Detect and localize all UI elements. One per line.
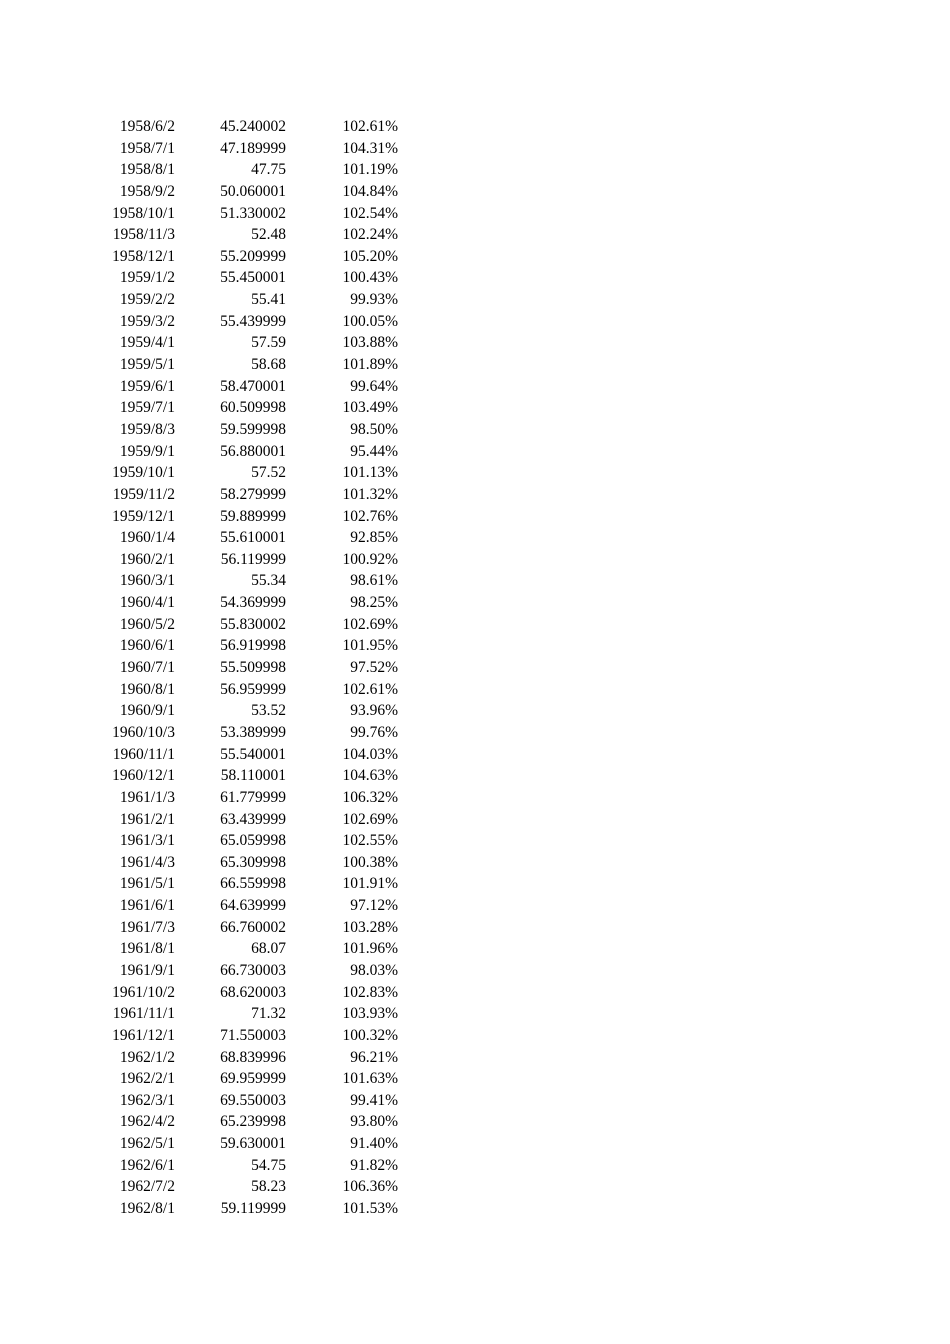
value-cell: 47.189999	[220, 139, 286, 157]
value-cell: 58.68	[251, 356, 286, 374]
change-cell: 101.96%	[342, 940, 398, 958]
change-cell: 93.80%	[350, 1113, 398, 1131]
date-cell: 1958/12/1	[112, 247, 175, 265]
date-cell: 1959/5/1	[119, 356, 175, 374]
date-cell: 1959/1/2	[119, 269, 175, 287]
table-row	[0, 267, 950, 289]
value-cell: 66.730003	[220, 961, 286, 979]
change-cell: 97.12%	[350, 897, 398, 915]
date-cell: 1960/1/4	[119, 529, 175, 547]
table-row	[0, 246, 950, 268]
table-row	[0, 1111, 950, 1133]
value-cell: 61.779999	[220, 788, 286, 806]
date-cell: 1958/9/2	[119, 182, 175, 200]
change-cell: 99.93%	[350, 291, 398, 309]
change-cell: 104.84%	[342, 182, 398, 200]
value-cell: 55.610001	[220, 529, 286, 547]
table-row	[0, 895, 950, 917]
value-cell: 55.41	[251, 291, 286, 309]
value-cell: 71.32	[251, 1005, 286, 1023]
table-row	[0, 419, 950, 441]
date-cell: 1960/10/3	[112, 723, 175, 741]
value-cell: 63.439999	[220, 810, 286, 828]
date-cell: 1960/4/1	[119, 594, 175, 612]
change-cell: 96.21%	[350, 1048, 398, 1066]
change-cell: 106.36%	[342, 1178, 398, 1196]
value-cell: 66.760002	[220, 918, 286, 936]
value-cell: 58.279999	[220, 485, 286, 503]
value-cell: 55.540001	[220, 745, 286, 763]
change-cell: 102.69%	[342, 615, 398, 633]
table-row	[0, 852, 950, 874]
date-cell: 1962/8/1	[119, 1200, 175, 1218]
date-cell: 1959/8/3	[119, 420, 175, 438]
date-cell: 1961/6/1	[119, 897, 175, 915]
value-cell: 68.07	[251, 940, 286, 958]
date-cell: 1961/8/1	[119, 940, 175, 958]
date-cell: 1959/10/1	[112, 464, 175, 482]
table-row	[0, 960, 950, 982]
table-row	[0, 549, 950, 571]
value-cell: 53.52	[251, 702, 286, 720]
date-cell: 1961/11/1	[112, 1005, 175, 1023]
table-row	[0, 1047, 950, 1069]
table-row	[0, 1176, 950, 1198]
value-cell: 55.439999	[220, 312, 286, 330]
date-cell: 1962/7/2	[119, 1178, 175, 1196]
date-cell: 1962/2/1	[119, 1070, 175, 1088]
date-cell: 1958/6/2	[119, 118, 175, 135]
date-cell: 1959/4/1	[119, 334, 175, 352]
change-cell: 101.53%	[342, 1200, 398, 1218]
change-cell: 103.93%	[342, 1005, 398, 1023]
table-row	[0, 809, 950, 831]
change-cell: 99.41%	[350, 1091, 398, 1109]
date-cell: 1958/8/1	[119, 161, 175, 179]
date-cell: 1961/10/2	[112, 983, 175, 1001]
table-row	[0, 787, 950, 809]
date-cell: 1961/1/3	[119, 788, 175, 806]
table-row	[0, 527, 950, 549]
value-cell: 55.209999	[220, 247, 286, 265]
table-row	[0, 873, 950, 895]
table-row	[0, 203, 950, 225]
date-cell: 1962/5/1	[119, 1135, 175, 1153]
change-cell: 93.96%	[350, 702, 398, 720]
date-cell: 1962/4/2	[119, 1113, 175, 1131]
date-cell: 1959/6/1	[119, 377, 175, 395]
value-cell: 59.889999	[220, 507, 286, 525]
value-cell: 57.59	[251, 334, 286, 352]
change-cell: 99.64%	[350, 377, 398, 395]
value-cell: 59.599998	[220, 420, 286, 438]
change-cell: 91.40%	[350, 1135, 398, 1153]
table-row	[0, 441, 950, 463]
change-cell: 102.61%	[342, 118, 398, 135]
table-row	[0, 614, 950, 636]
change-cell: 103.49%	[342, 399, 398, 417]
date-cell: 1962/1/2	[119, 1048, 175, 1066]
change-cell: 101.19%	[342, 161, 398, 179]
table-row	[0, 765, 950, 787]
date-cell: 1958/11/3	[112, 226, 175, 244]
date-cell: 1960/12/1	[112, 767, 175, 785]
value-cell: 54.75	[251, 1156, 286, 1174]
table-row	[0, 657, 950, 679]
date-cell: 1959/9/1	[119, 442, 175, 460]
change-cell: 102.83%	[342, 983, 398, 1001]
value-cell: 58.110001	[220, 767, 286, 785]
value-cell: 68.620003	[220, 983, 286, 1001]
change-cell: 104.31%	[342, 139, 398, 157]
date-cell: 1961/3/1	[119, 832, 175, 850]
change-cell: 102.69%	[342, 810, 398, 828]
table-row	[0, 138, 950, 160]
value-cell: 57.52	[251, 464, 286, 482]
change-cell: 104.63%	[342, 767, 398, 785]
table-row	[0, 159, 950, 181]
table-row	[0, 679, 950, 701]
value-cell: 59.630001	[220, 1135, 286, 1153]
value-cell: 69.550003	[220, 1091, 286, 1109]
value-cell: 53.389999	[220, 723, 286, 741]
value-cell: 64.639999	[220, 897, 286, 915]
value-cell: 65.309998	[220, 853, 286, 871]
value-cell: 45.240002	[220, 118, 286, 135]
value-cell: 56.119999	[220, 550, 286, 568]
change-cell: 98.61%	[350, 572, 398, 590]
change-cell: 101.63%	[342, 1070, 398, 1088]
table-row	[0, 224, 950, 246]
table-row	[0, 700, 950, 722]
value-cell: 56.880001	[220, 442, 286, 460]
change-cell: 101.32%	[342, 485, 398, 503]
value-cell: 65.059998	[220, 832, 286, 850]
change-cell: 91.82%	[350, 1156, 398, 1174]
date-cell: 1961/4/3	[119, 853, 175, 871]
change-cell: 92.85%	[350, 529, 398, 547]
date-cell: 1962/6/1	[119, 1156, 175, 1174]
date-cell: 1959/11/2	[112, 485, 175, 503]
value-cell: 50.060001	[220, 182, 286, 200]
date-cell: 1961/2/1	[119, 810, 175, 828]
date-cell: 1961/9/1	[119, 961, 175, 979]
table-row	[0, 354, 950, 376]
date-cell: 1961/12/1	[112, 1026, 175, 1044]
table-row	[0, 592, 950, 614]
change-cell: 98.50%	[350, 420, 398, 438]
table-row	[0, 116, 950, 138]
date-cell: 1958/10/1	[112, 204, 175, 222]
table-row	[0, 289, 950, 311]
change-cell: 101.95%	[342, 637, 398, 655]
date-cell: 1962/3/1	[119, 1091, 175, 1109]
change-cell: 97.52%	[350, 659, 398, 677]
value-cell: 55.830002	[220, 615, 286, 633]
value-cell: 47.75	[251, 161, 286, 179]
table-row	[0, 1068, 950, 1090]
date-cell: 1960/3/1	[119, 572, 175, 590]
change-cell: 100.38%	[342, 853, 398, 871]
table-row	[0, 570, 950, 592]
value-cell: 65.239998	[220, 1113, 286, 1131]
value-cell: 71.550003	[220, 1026, 286, 1044]
date-cell: 1960/2/1	[119, 550, 175, 568]
change-cell: 98.25%	[350, 594, 398, 612]
change-cell: 95.44%	[350, 442, 398, 460]
table-row	[0, 744, 950, 766]
value-cell: 58.470001	[220, 377, 286, 395]
table-row	[0, 181, 950, 203]
change-cell: 103.88%	[342, 334, 398, 352]
date-cell: 1961/5/1	[119, 875, 175, 893]
change-cell: 100.92%	[342, 550, 398, 568]
table-row	[0, 376, 950, 398]
change-cell: 103.28%	[342, 918, 398, 936]
value-cell: 58.23	[251, 1178, 286, 1196]
change-cell: 104.03%	[342, 745, 398, 763]
table-row	[0, 635, 950, 657]
change-cell: 102.54%	[342, 204, 398, 222]
change-cell: 100.05%	[342, 312, 398, 330]
change-cell: 102.24%	[342, 226, 398, 244]
change-cell: 102.55%	[342, 832, 398, 850]
table-row	[0, 506, 950, 528]
value-cell: 56.959999	[220, 680, 286, 698]
table-row	[0, 1155, 950, 1177]
change-cell: 100.43%	[342, 269, 398, 287]
date-cell: 1958/7/1	[119, 139, 175, 157]
value-cell: 68.839996	[220, 1048, 286, 1066]
value-cell: 52.48	[251, 226, 286, 244]
change-cell: 99.76%	[350, 723, 398, 741]
data-table	[0, 116, 950, 1220]
change-cell: 105.20%	[342, 247, 398, 265]
date-cell: 1960/11/1	[112, 745, 175, 763]
table-row	[0, 830, 950, 852]
value-cell: 55.509998	[220, 659, 286, 677]
table-row	[0, 1133, 950, 1155]
change-cell: 101.91%	[342, 875, 398, 893]
value-cell: 54.369999	[220, 594, 286, 612]
value-cell: 59.119999	[220, 1200, 286, 1218]
change-cell: 98.03%	[350, 961, 398, 979]
table-row	[0, 938, 950, 960]
change-cell: 101.13%	[342, 464, 398, 482]
table-row	[0, 1025, 950, 1047]
table-row	[0, 311, 950, 333]
value-cell: 55.34	[251, 572, 286, 590]
date-cell: 1960/8/1	[119, 680, 175, 698]
date-cell: 1960/7/1	[119, 659, 175, 677]
table-row	[0, 1003, 950, 1025]
date-cell: 1960/6/1	[119, 637, 175, 655]
table-row	[0, 484, 950, 506]
date-cell: 1959/12/1	[112, 507, 175, 525]
value-cell: 55.450001	[220, 269, 286, 287]
value-cell: 69.959999	[220, 1070, 286, 1088]
change-cell: 102.61%	[342, 680, 398, 698]
date-cell: 1961/7/3	[119, 918, 175, 936]
value-cell: 66.559998	[220, 875, 286, 893]
value-cell: 51.330002	[220, 204, 286, 222]
date-cell: 1959/2/2	[119, 291, 175, 309]
change-cell: 100.32%	[342, 1026, 398, 1044]
date-cell: 1960/5/2	[119, 615, 175, 633]
value-cell: 56.919998	[220, 637, 286, 655]
value-cell: 60.509998	[220, 399, 286, 417]
date-cell: 1959/7/1	[119, 399, 175, 417]
table-row	[0, 722, 950, 744]
table-row	[0, 332, 950, 354]
table-row	[0, 917, 950, 939]
change-cell: 101.89%	[342, 356, 398, 374]
table-row	[0, 462, 950, 484]
table-row	[0, 397, 950, 419]
table-row	[0, 982, 950, 1004]
date-cell: 1959/3/2	[119, 312, 175, 330]
table-row	[0, 1090, 950, 1112]
date-cell: 1960/9/1	[119, 702, 175, 720]
change-cell: 102.76%	[342, 507, 398, 525]
change-cell: 106.32%	[342, 788, 398, 806]
table-row	[0, 1198, 950, 1220]
